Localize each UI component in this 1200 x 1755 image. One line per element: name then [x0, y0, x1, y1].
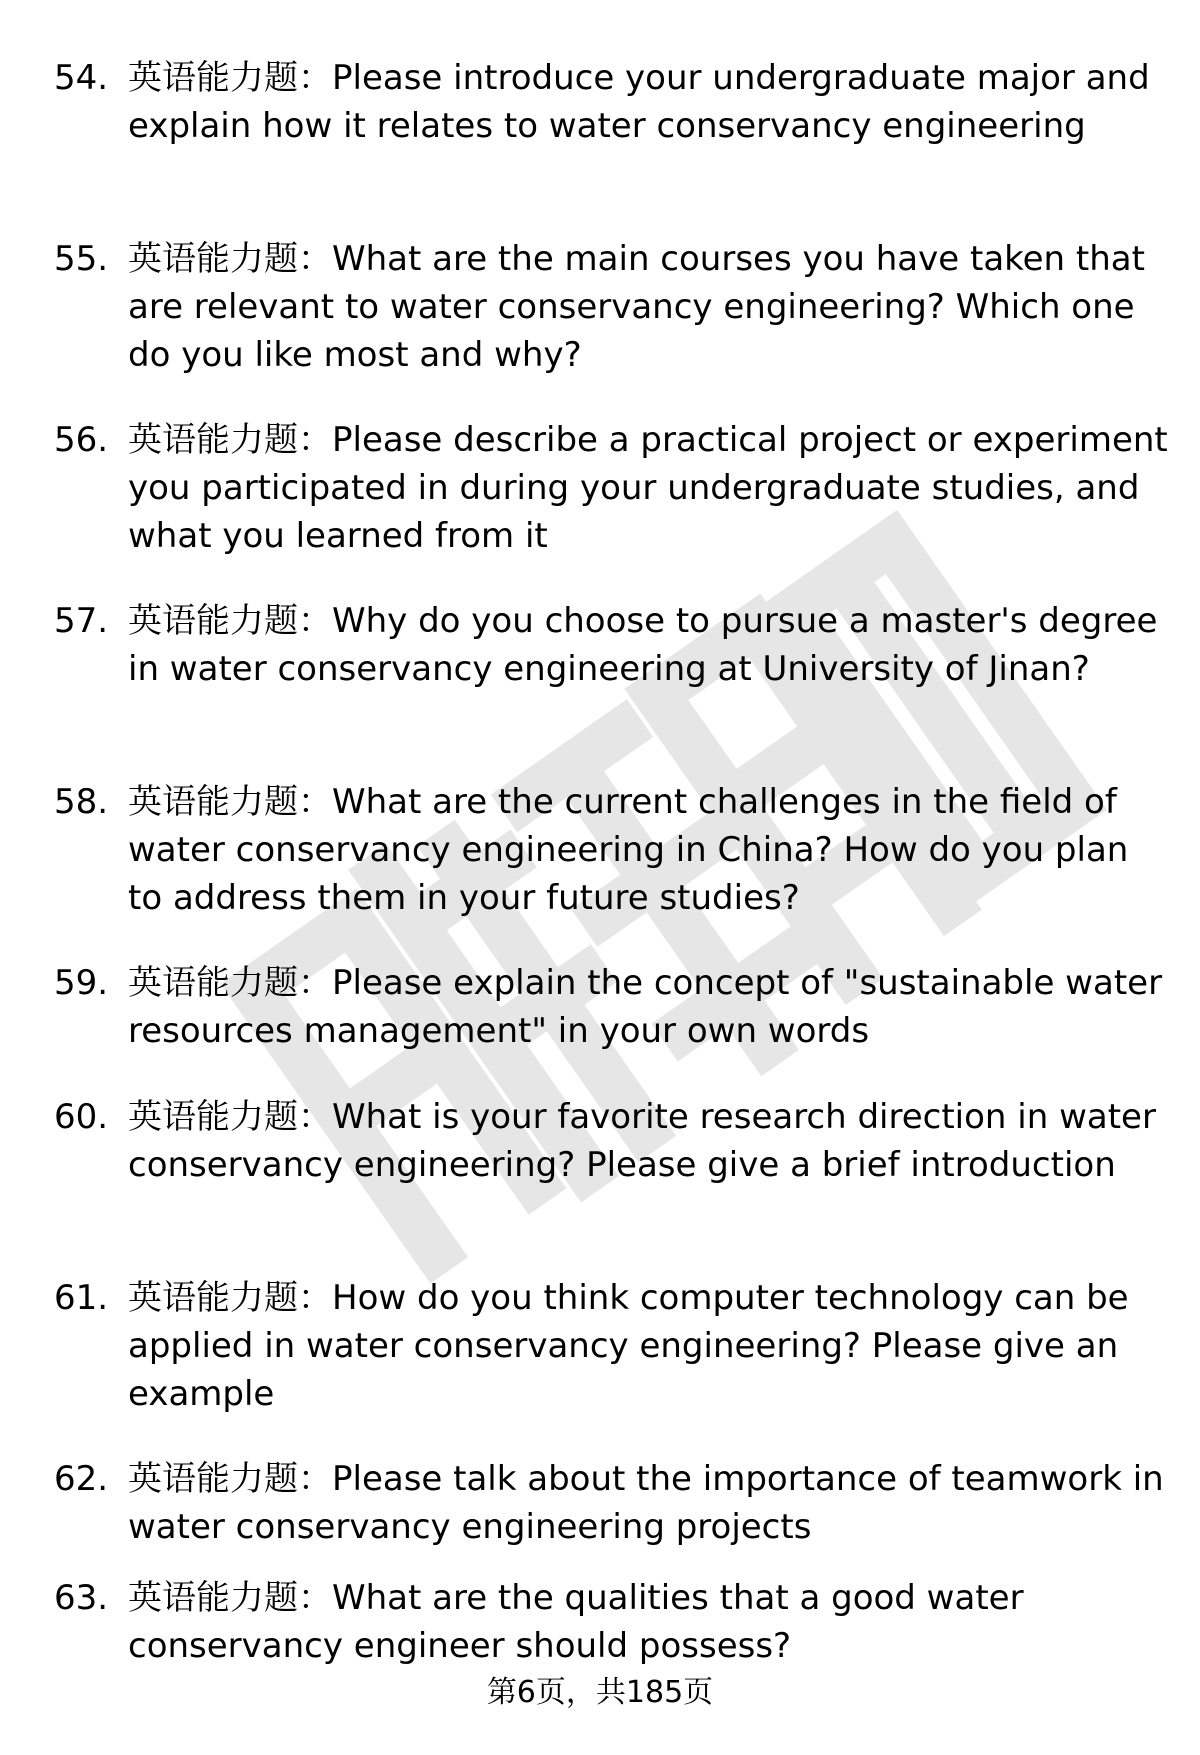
question-text: Please talk about the importance of teamwork in water conservancy engineering projects	[128, 1459, 1164, 1547]
question-number: 61.	[54, 1278, 109, 1318]
question-label: 英语能力题：	[128, 420, 332, 460]
question-body	[128, 1455, 1173, 1551]
question-body	[128, 54, 1173, 150]
question-label: 英语能力题：	[128, 782, 332, 822]
question-label: 英语能力题：	[128, 1578, 332, 1618]
question-label: 英语能力题：	[128, 239, 332, 279]
question-number: 59.	[54, 963, 109, 1003]
question-text: What are the current challenges in the field of water conservancy engineering in China? How do you plan to address them in your future studies?	[128, 782, 1129, 918]
question-label: 英语能力题：	[128, 1459, 332, 1499]
question-label: 英语能力题：	[128, 601, 332, 641]
question-text: Why do you choose to pursue a master's degree in water conservancy engineering at University of Jinan?	[128, 601, 1158, 689]
question-number: 54.	[54, 58, 109, 98]
question-body	[128, 778, 1173, 922]
question-body	[128, 1274, 1173, 1418]
question-body	[128, 597, 1173, 693]
question-label: 英语能力题：	[128, 1097, 332, 1137]
question-text: What is your favorite research direction in water conservancy engineering? Please give a brief introduction	[128, 1097, 1156, 1185]
question-label: 英语能力题：	[128, 963, 332, 1003]
question-body	[128, 959, 1173, 1055]
question-number: 57.	[54, 601, 109, 641]
question-body	[128, 416, 1173, 560]
question-label: 英语能力题：	[128, 1278, 332, 1318]
question-number: 58.	[54, 782, 109, 822]
page-footer: 第6页，共185页	[486, 1675, 714, 1710]
question-body	[128, 1574, 1173, 1670]
question-text: What are the main courses you have taken that are relevant to water conservancy engineering? Which one do you like most and why?	[128, 239, 1145, 375]
question-label: 英语能力题：	[128, 58, 332, 98]
question-text: Please introduce your undergraduate major and explain how it relates to water conservancy engineering	[128, 58, 1150, 146]
question-text: Please explain the concept of "sustainable water resources management" in your own words	[128, 963, 1163, 1051]
question-text: Please describe a practical project or experiment you participated in during your undergraduate studies, and what you learned from it	[128, 420, 1168, 556]
question-text: What are the qualities that a good water conservancy engineer should possess?	[128, 1578, 1024, 1666]
question-text: How do you think computer technology can be applied in water conservancy engineering? Please give an example	[128, 1278, 1129, 1414]
question-number: 55.	[54, 239, 109, 279]
question-body	[128, 235, 1173, 379]
question-number: 63.	[54, 1578, 109, 1618]
question-body	[128, 1093, 1173, 1189]
question-number: 60.	[54, 1097, 109, 1137]
question-number: 62.	[54, 1459, 109, 1499]
question-number: 56.	[54, 420, 109, 460]
